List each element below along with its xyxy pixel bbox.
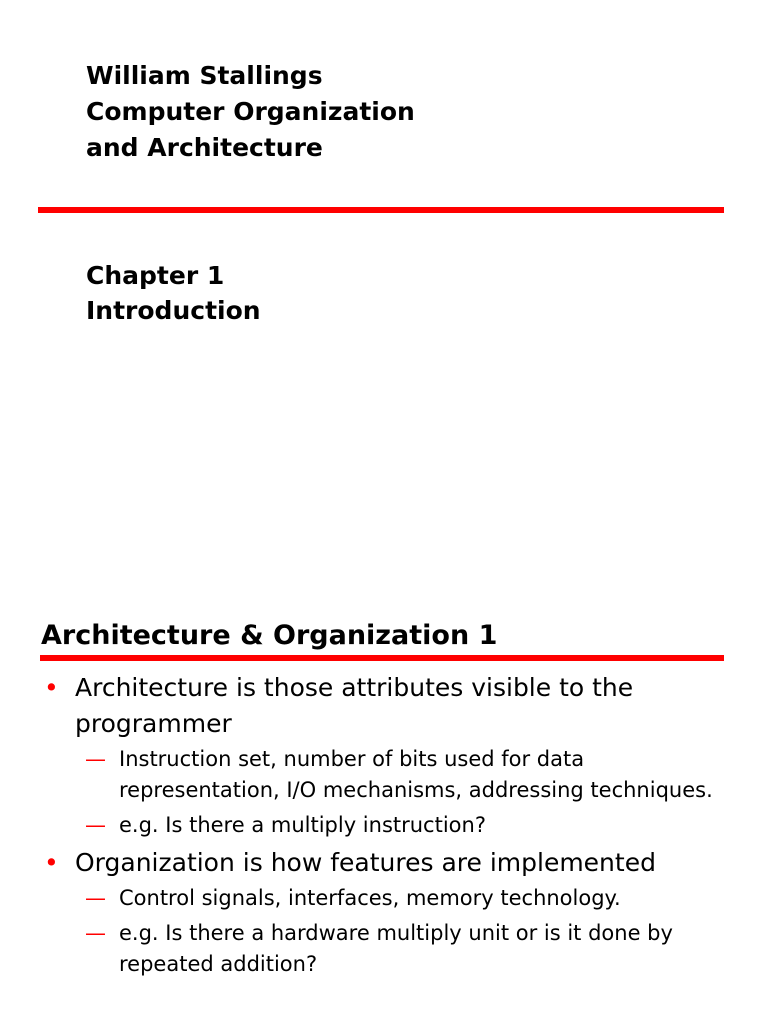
- bullet-icon: •: [44, 848, 59, 877]
- sub-text: Instruction set, number of bits used for data representation, I/O mechanisms, addressing techniques.: [119, 747, 713, 802]
- title-line-book: Computer Organization: [86, 97, 415, 126]
- bullet-list: [44, 670, 744, 984]
- sub-text: Control signals, interfaces, memory technology.: [119, 886, 621, 910]
- bullet-item: [44, 670, 744, 841]
- title-divider: [38, 207, 724, 213]
- sub-text: e.g. Is there a hardware multiply unit or is it done by repeated addition?: [119, 921, 673, 976]
- sub-item: [85, 883, 744, 914]
- slide-title: Architecture & Organization 1: [41, 620, 498, 651]
- dash-icon: —: [85, 921, 106, 945]
- chapter-title: Introduction: [86, 296, 261, 325]
- chapter-heading: [86, 258, 261, 328]
- sub-item: [85, 744, 744, 806]
- slide-2: [0, 584, 768, 1024]
- sub-text: e.g. Is there a multiply instruction?: [119, 813, 486, 837]
- bullet-icon: •: [44, 673, 59, 702]
- title-line-author: William Stallings: [86, 61, 323, 90]
- sub-list: [75, 744, 744, 841]
- title-line-book-cont: and Architecture: [86, 133, 323, 162]
- chapter-number: Chapter 1: [86, 261, 225, 290]
- bullet-text: Organization is how features are implemented: [75, 848, 656, 877]
- dash-icon: —: [85, 747, 106, 771]
- sub-item: [85, 918, 744, 980]
- book-title: [86, 58, 415, 166]
- bullet-text: Architecture is those attributes visible to the programmer: [75, 673, 634, 738]
- bullet-item: [44, 845, 744, 980]
- sub-list: [75, 883, 744, 980]
- sub-item: [85, 810, 744, 841]
- dash-icon: —: [85, 886, 106, 910]
- dash-icon: —: [85, 813, 106, 837]
- slide-title-divider: [40, 655, 724, 661]
